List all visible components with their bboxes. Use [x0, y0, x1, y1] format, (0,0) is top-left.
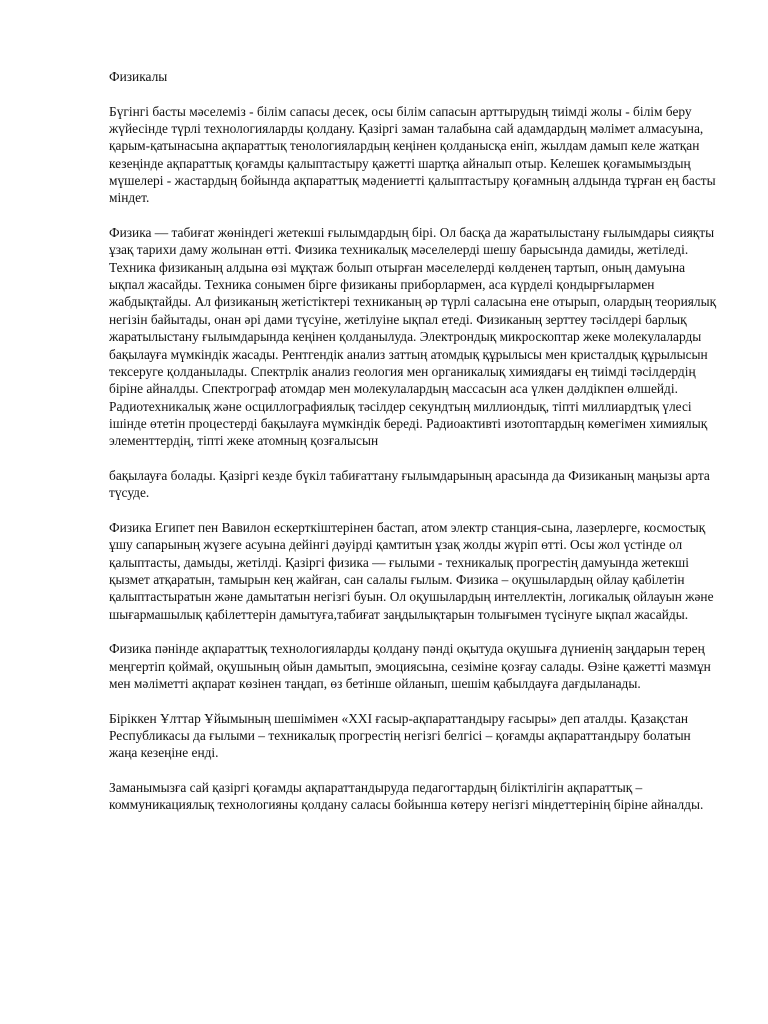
paragraph-un-decision: Біріккен Ұлттар Ұйымының шешімімен «XXI ғасыр-ақпараттандыру ғасыры» деп аталды. Қазақстан Республикасы да ғылыми – техникалық прогрестің негізгі белгісі – қоғамды ақпараттандыру болатын жаңа кезеңіне енді. [109, 710, 691, 761]
paragraph-physics-science: Физика — табиғат жөніндегі жетекші ғылымдардың бірі. Ол басқа да жаратылыстану ғылымдары сияқты ұзақ тарихи даму жолынан өтті. Физика техникалық мәселелерді шешу барысында дамиды, жетіледі. Техника физиканың алдына өзі мұқтаж болып отырған мәселелерді көлденең тартып, оның дамуына ықпал жасайды. Техника сонымен бірге физиканы приборлармен, аса күрделі қондырғылармен жабдықтайды. Ал физиканың жетістіктері техниканың әр түрлі саласына ене отырып, олардың теориялық негізін байытады, онан әрі дами түсуіне, жетілуіне ықпал етеді. Физиканың зерттеу тәсілдері барлық жаратылыстану ғылымдарында кеңінен қолданылуда. Электрондық микроскоптар жеке молекулаларды бақылауға мүмкіндік жасады. Рентгендік анализ заттың атомдық құрылысы мен кристалдық құрылысын тексеруге қолданылады. Спектрлік анализ геология мен органикалық химиядағы ең тиімді тәсілдердің біріне айналды. Спектрограф атомдар мен молекулалардың массасын аса үлкен дәлдікпен өлшейді. Радиотехникалық және осциллографиялық тәсілдер секундтың миллиондық, тіпті миллиардтық үлесі ішінде өтетін процестерді бақылауға мүмкіндік береді. Радиоактивті изотоптардың көмегімен химиялық элементтердің, тіпті жеке атомның қозғалысын [109, 225, 717, 449]
document-page [109, 68, 717, 831]
paragraph-physics-significance: бақылауға болады. Қазіргі кезде бүкіл табиғаттану ғылымдарының арасында да Физиканың маңызы арта түсуде. [109, 467, 710, 501]
paragraph-it-in-physics: Физика пәнінде ақпараттық технологияларды қолдану пәнді оқытуда оқушыға дүниенің заңдарын терең меңгертіп қоймай, оқушының ойын дамытып, эмоциясына, сезіміне қозғау салады. Өзіне қажетті мазмұн мен мәліметті ақпарат көзінен таңдап, өз бетінше ойланып, шешім қабылдауға дағдыланады. [109, 641, 711, 692]
document-title: Физикалы [109, 69, 168, 84]
paragraph-physics-history: Физика Египет пен Вавилон ескерткіштерінен бастап, атом электр станция-сына, лазерлерге, космостық ұшу сапарының жүзеге асуына дейінгі дәуірді қамтитын ұзақ жолды жүріп өтті. Осы жол үстінде ол қалыптасты, дамыды, жетілді. Қазіргі физика — ғылыми - техникалық прогрестің дамуында жетекші қызмет атқаратын, тамырын кең жайған, сан салалы ғылым. Физика – оқушылардың ойлау қабілетін қалыптастыратын және дамытатын негізгі буын. Ол оқушылардың интеллектін, логикалық ойлауын және шығармашылық қабілеттерін дамытуға,табиғат заңдылықтарын толығымен түсінуге ықпал жасайды. [109, 519, 714, 622]
paragraph-teacher-competence: Заманымызға сай қазіргі қоғамды ақпараттандыруда педагогтардың біліктілігін ақпараттық – коммуникациялық технологияны қолдану саласы бойынша көтеру негізгі міндеттерінің біріне айналды. [109, 780, 704, 813]
paragraph-intro: Бүгінгі басты мәселеміз - білім сапасы десек, осы білім сапасын арттырудың тиімді жолы - білім беру жүйесінде түрлі технологияларды қолдану. Қазіргі заман талабына сай адамдардың мәлімет алмасуына, қарым-қатынасына ақпараттық тенологиялардың кеңінен қолданысқа еніп, жылдам дамып келе жатқан кезеңінде ақпараттық қоғамды қалыптастыру қажетті шартқа айналып отыр. Келешек қоғамымыздың мүшелері - жастардың бойында ақпараттық мәдениетті қалыптастыру қоғамның алдында тұрған ең басты міндет. [109, 103, 716, 206]
